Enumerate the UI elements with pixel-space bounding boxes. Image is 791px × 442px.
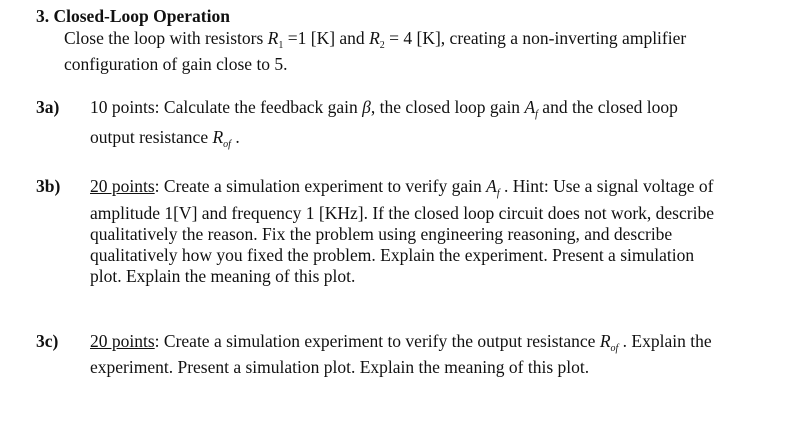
part-a-line-2: output resistance $R_{of}$ . [90,127,240,150]
section-intro-line-1: Close the loop with resistors $R_1 =1$ [K] and $R_2 = 4$ [K], creating a non-inverting amplifier [64,28,687,51]
beta-symbol: β [362,97,371,117]
section-heading [36,6,230,26]
part-b-line-3: qualitatively the reason. Fix the problem using engineering reasoning, and describe [90,224,673,244]
part-b-line-4: qualitatively how you fixed the problem. Explain the experiment. Present a simulation [90,245,695,265]
part-a-line-1: 10 points: Calculate the feedback gain β, the closed loop gain $A_f$ and the closed loop [90,97,678,120]
section-intro-line-2: configuration of gain close to 5. [64,54,288,74]
part-b-label: 3b) [36,176,61,196]
part-b-line-5: plot. Explain the meaning of this plot. [90,266,356,286]
part-b-line-2: amplitude 1[V] and frequency 1 [KHz]. If the closed loop circuit does not work, describe [90,203,714,223]
part-c-line-2: experiment. Present a simulation plot. Explain the meaning of this plot. [90,357,590,377]
part-c-points: 20 points [90,331,155,351]
part-b-points: 20 points [90,176,155,196]
part-c-line-1: 20 points: Create a simulation experiment to verify the output resistance $R_{of}$ . Explain the [90,331,712,354]
part-c-label: 3c) [36,331,59,351]
section-title: Closed-Loop Operation [53,6,230,26]
section-number: 3. [36,6,50,26]
part-b-line-1: 20 points: Create a simulation experiment to verify gain $A_f$ . Hint: Use a signal voltage of [90,176,714,199]
part-a-label: 3a) [36,97,60,117]
